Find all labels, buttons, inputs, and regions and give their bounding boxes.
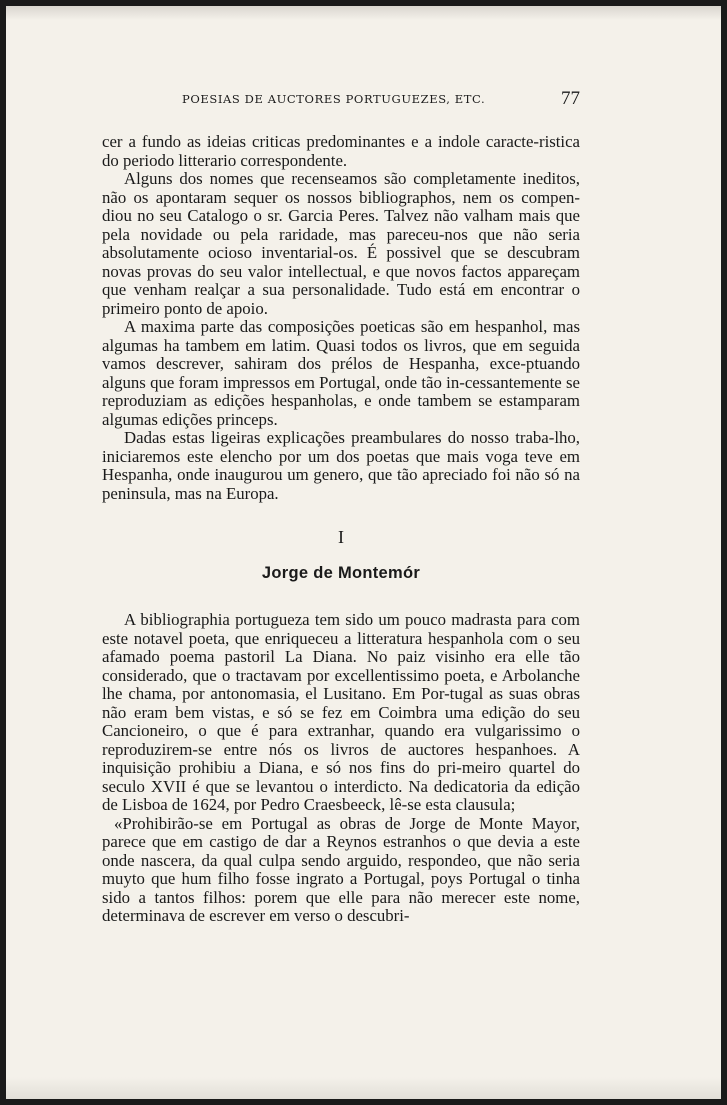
- scanned-page: [6, 6, 721, 1099]
- paragraph-continuation: cer a fundo as ideias criticas predominantes e a indole caracte-ristica do periodo litterario correspondente.: [102, 132, 580, 170]
- paragraph-unedited-names: Alguns dos nomes que recenseamos são completamente ineditos, não os apontaram sequer os nossos bibliographos, nem os compen-diou no seu Catalogo o sr. Garcia Peres. Talvez não valham mais que pela novidade ou pela raridade, mas pareceu-nos que não seria absolutamente ocioso inventarial-os. É possivel que se descubram novas provas do seu valor intellectual, e que novos factos appareçam que venham realçar a sua personalidade. Tudo está em encontrar o primeiro ponto de apoio.: [102, 169, 580, 318]
- running-title: POESIAS DE AUCTORES PORTUGUEZES, ETC.: [182, 92, 486, 106]
- section-numeral: I: [338, 527, 344, 547]
- paragraph-languages: A maxima parte das composições poeticas são em hespanhol, mas algumas ha tambem em latim. Quasi todos os livros, que em seguida vamos descrever, sahiram dos prélos de Hespanha, exce-ptuando alguns que foram impressos em Portugal, onde tão in-cessantemente se reproduziam as edições hespanholas, e onde tambem se estamparam algumas edições princeps.: [102, 317, 580, 429]
- paragraph-bibliography: A bibliographia portugueza tem sido um pouco madrasta para com este notavel poeta, que enriqueceu a litteratura hespanhola com o seu afamado poema pastoril La Diana. No paiz visinho era elle tão considerado, que o tractavam por excellentissimo poeta, e Arbolanche lhe chama, por antonomasia, el Lusitano. Em Por-tugal as suas obras não eram bem vistas, e só se fez em Coimbra uma edição do seu Cancioneiro, o que é para extranhar, quando era vulgarissimo o reproduzirem-se entre nós os livros de auctores hespanhoes. A inquisição prohibiu a Diana, e só nos fins do pri-meiro quartel do seculo XVII é que se levantou o interdicto. Na dedicatoria da edição de Lisboa de 1624, por Pedro Craesbeeck, lê-se esta clausula;: [102, 610, 580, 814]
- section-title: Jorge de Montemór: [261, 563, 421, 582]
- paragraph-quotation: «Prohibirão-se em Portugal as obras de Jorge de Monte Mayor, parece que em castigo de dar a Reynos estranhos o que devia a este onde nascera, da qual culpa sendo arguido, respondeo, que não seria muyto que hum filho fosse ingrato a Portugal, poys Portugal o tinha sido a tantos filhos: porem que elle para não merecer este nome, determinava de escrever em verso o descubri-: [102, 813, 580, 925]
- scan-shadow-top: [6, 6, 721, 20]
- page-header: [100, 88, 580, 110]
- page-body: [102, 133, 580, 926]
- page-number: 77: [561, 88, 580, 109]
- paragraph-preamble: Dadas estas ligeiras explicações preambulares do nosso traba-lho, iniciaremos este elencho por um dos poetas que mais voga teve em Hespanha, onde inaugurou um genero, que tão apreciado foi não só na peninsula, mas na Europa.: [102, 428, 580, 503]
- scan-shadow-bottom: [6, 1077, 721, 1099]
